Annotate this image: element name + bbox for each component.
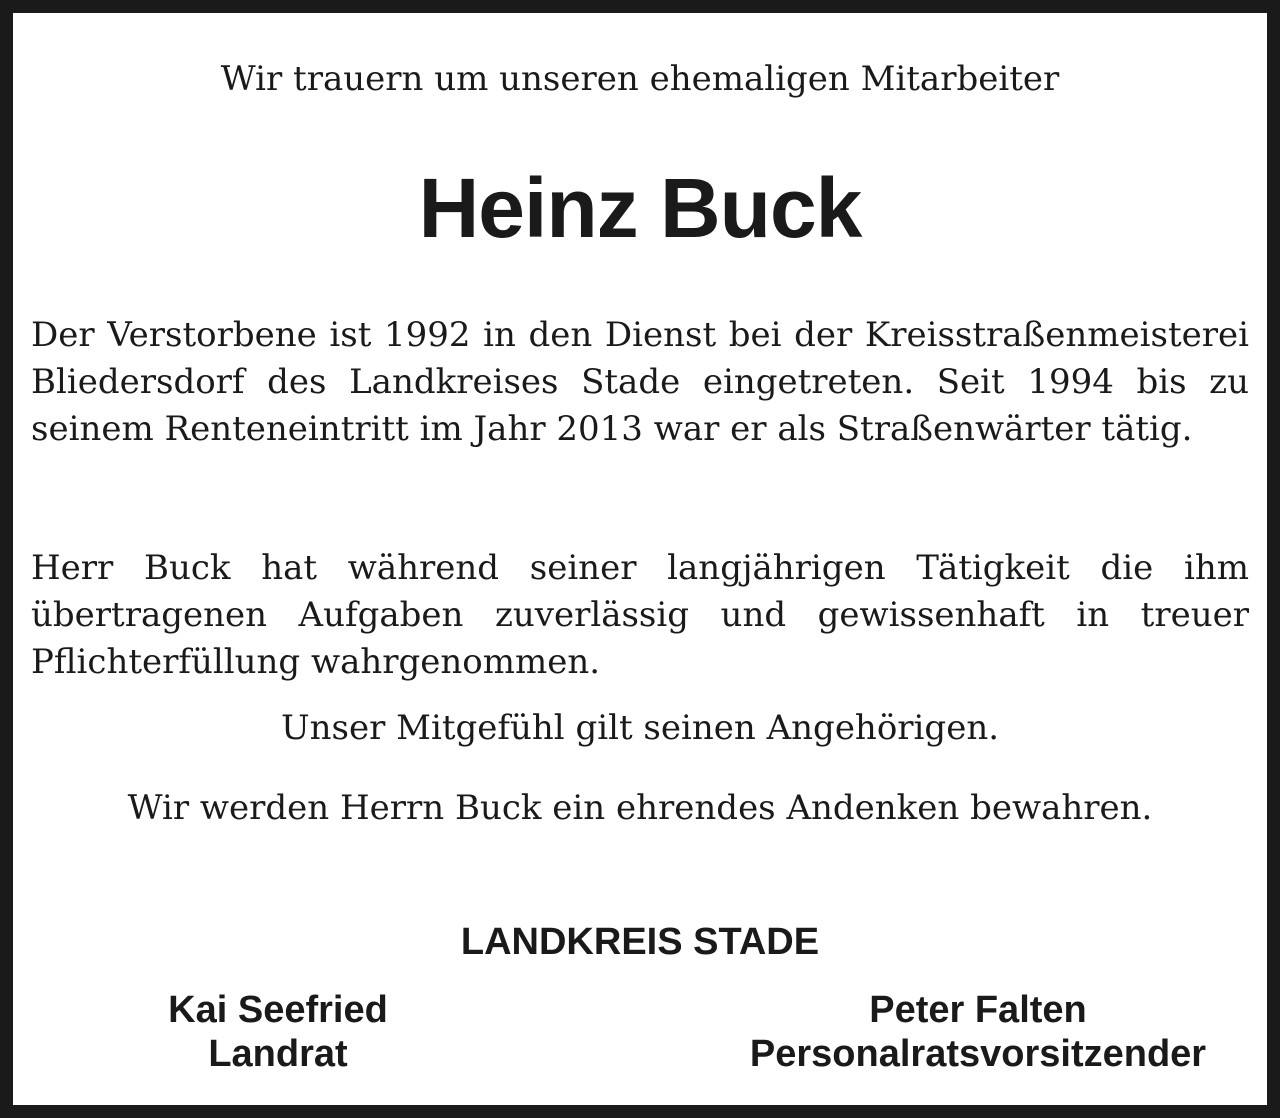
signer-title: Personalratsvorsitzender — [749, 1033, 1207, 1075]
memory-line: Wir werden Herrn Buck ein ehrendes Andenken bewahren. — [127, 788, 1153, 828]
signer-title: Landrat — [208, 1033, 348, 1075]
signer-name: Kai Seefried — [168, 989, 388, 1031]
signer-name: Peter Falten — [869, 989, 1087, 1031]
signer-left — [113, 988, 443, 1076]
organization-name: LANDKREIS STADE — [460, 921, 820, 963]
deceased-name: Heinz Buck — [418, 161, 862, 255]
sympathy-line: Unser Mitgefühl gilt seinen Angehörigen. — [280, 708, 1000, 748]
intro-line: Wir trauern um unseren ehemaligen Mitarbeiter — [220, 59, 1060, 99]
signer-right — [693, 988, 1263, 1076]
tribute-paragraph: Herr Buck hat während seiner langjährigen Tätigkeit die ihm übertragenen Aufgaben zuverlässig und gewissenhaft in treuer Pflichterfüllung wahrgenommen. — [31, 548, 1249, 682]
career-paragraph: Der Verstorbene ist 1992 in den Dienst bei der Kreisstraßenmeisterei Bliedersdorf des Landkreises Stade eingetreten. Seit 1994 bis zu seinem Renteneintritt im Jahr 2013 war er als Straßenwärter tätig. — [31, 315, 1249, 449]
